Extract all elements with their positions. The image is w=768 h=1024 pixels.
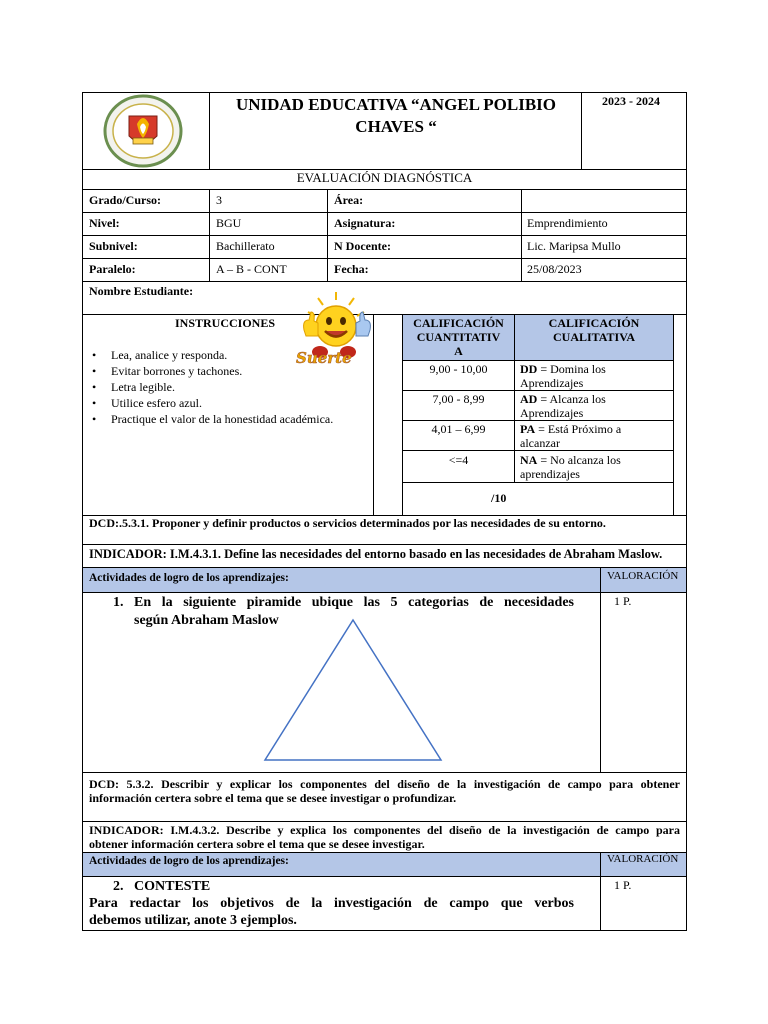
grado-value: 3 [216,193,222,207]
grading-desc-text: = Domina los [537,362,606,376]
school-name: UNIDAD EDUCATIVA “ANGEL POLIBIO CHAVES “ [235,95,557,136]
question-1-line: según Abraham Maslow [134,613,279,628]
grading-code: PA [520,422,536,436]
grading-desc-text: = Está Próximo a [535,422,622,436]
student-name-label: Nombre Estudiante: [89,284,194,298]
grading-code: NA [520,453,538,467]
question-2-text [89,895,574,929]
instruction-item: • Utilice esfero azul. [87,395,367,411]
paralelo-label: Paralelo: [89,262,136,276]
fecha-value: 25/08/2023 [527,262,582,276]
asignatura-value: Emprendimiento [527,216,608,230]
grading-desc-text: = No alcanza los [537,453,621,467]
grading-code: AD [520,392,538,406]
quant-header-line: CALIFICACIÓN [413,316,504,330]
nivel-label: Nivel: [89,216,120,230]
grading-desc [520,422,621,450]
qual-header-line: CUALITATIVA [552,330,636,344]
grading-total: /10 [491,491,507,505]
activities-label-1: Actividades de logro de los aprendizajes: [89,572,289,584]
question-1-points: 1 P. [614,594,632,608]
grading-desc-text: Aprendizajes [520,376,584,390]
indicador-2-line: INDICADOR: I.M.4.3.2. Describe y explica los componentes del diseño de la investigación de campo para [89,823,680,837]
quant-header [402,316,515,358]
quant-header-line: A [454,344,463,358]
grading-range: <=4 [448,453,469,467]
quant-header-line: CUANTITATIV [416,330,501,344]
question-2-line: debemos utilizar, anote 3 ejemplos. [89,913,297,928]
grading-range: 4,01 – 6,99 [431,422,486,436]
grading-range: 7,00 - 8,99 [432,392,485,406]
dcd-2 [89,777,680,805]
sticker-text: Suerte [296,349,352,367]
asignatura-label: Asignatura: [334,216,396,230]
grading-desc-text: Aprendizajes [520,406,584,420]
valoracion-divider-1 [600,567,601,593]
instruction-item: • Practique el valor de la honestidad académica. [87,411,367,427]
grading-range: 9,00 - 10,00 [429,362,488,376]
instructions-list [87,347,367,427]
activities-label-2: Actividades de logro de los aprendizajes: [89,855,289,867]
maslow-pyramid-triangle [262,618,444,763]
grading-desc-text: aprendizajes [520,467,580,481]
nivel-value: BGU [216,216,242,230]
grado-label: Grado/Curso: [89,193,161,207]
valoracion-label-1: VALORACIÓN [607,570,679,582]
instruction-item: • Lea, analice y responda. [87,347,367,363]
school-seal-icon [103,94,183,168]
question-1-line: En la siguiente piramide ubique las 5 categorias de necesidades [134,595,574,610]
indicador-2 [89,823,680,851]
grading-desc-text: = Alcanza los [537,392,606,406]
dcd-2-line: DCD: 5.3.2. Describir y explicar los componentes del diseño de la investigación de campo para obtener [89,777,680,791]
question-2-line: Para redactar los objetivos de la investigación de campo que verbos [89,896,574,911]
question-2-points: 1 P. [614,878,632,892]
docente-label: N Docente: [334,239,391,253]
question-1-number: 1. [113,595,124,610]
valoracion-divider-2 [600,852,601,877]
grading-desc [520,392,606,420]
area-label: Área: [334,193,364,207]
instructions-title: INSTRUCCIONES [174,316,276,330]
indicador-1: INDICADOR: I.M.4.3.1. Define las necesidades del entorno basado en las necesidades de Abraham Maslow. [89,547,663,561]
question-2-number: 2. [113,879,124,894]
indicador-2-line: obtener información certera sobre el tema que se desee investigar. [89,837,425,851]
grading-total-cell [402,482,674,516]
question-2-title: CONTESTE [134,879,211,894]
subnivel-label: Subnivel: [89,239,138,253]
grading-desc [520,453,621,481]
grading-desc [520,362,606,390]
evaluation-title: EVALUACIÓN DIAGNÓSTICA [296,170,473,185]
paralelo-value: A – B - CONT [216,262,287,276]
instruction-item: • Evitar borrones y tachones. [87,363,367,379]
instruction-item: • Letra legible. [87,379,367,395]
info-grid-cell [209,189,328,213]
fecha-label: Fecha: [334,262,369,276]
qual-header [514,316,674,344]
docente-value: Lic. Maripsa Mullo [527,239,621,253]
question-2-divider [600,876,601,931]
grading-code: DD [520,362,538,376]
grading-desc-text: alcanzar [520,436,560,450]
valoracion-label-2: VALORACIÓN [607,853,679,865]
dcd-2-line: información certera sobre el tema que se desee investigar o profundizar. [89,791,457,805]
school-year: 2023 - 2024 [602,94,660,108]
question-1-divider [600,592,601,773]
dcd-1: DCD:.5.3.1. Proponer y definir productos o servicios determinados por las necesidades de su entorno. [89,516,606,530]
info-grid-cell [521,189,687,213]
qual-header-line: CALIFICACIÓN [548,316,640,330]
subnivel-value: Bachillerato [216,239,275,253]
